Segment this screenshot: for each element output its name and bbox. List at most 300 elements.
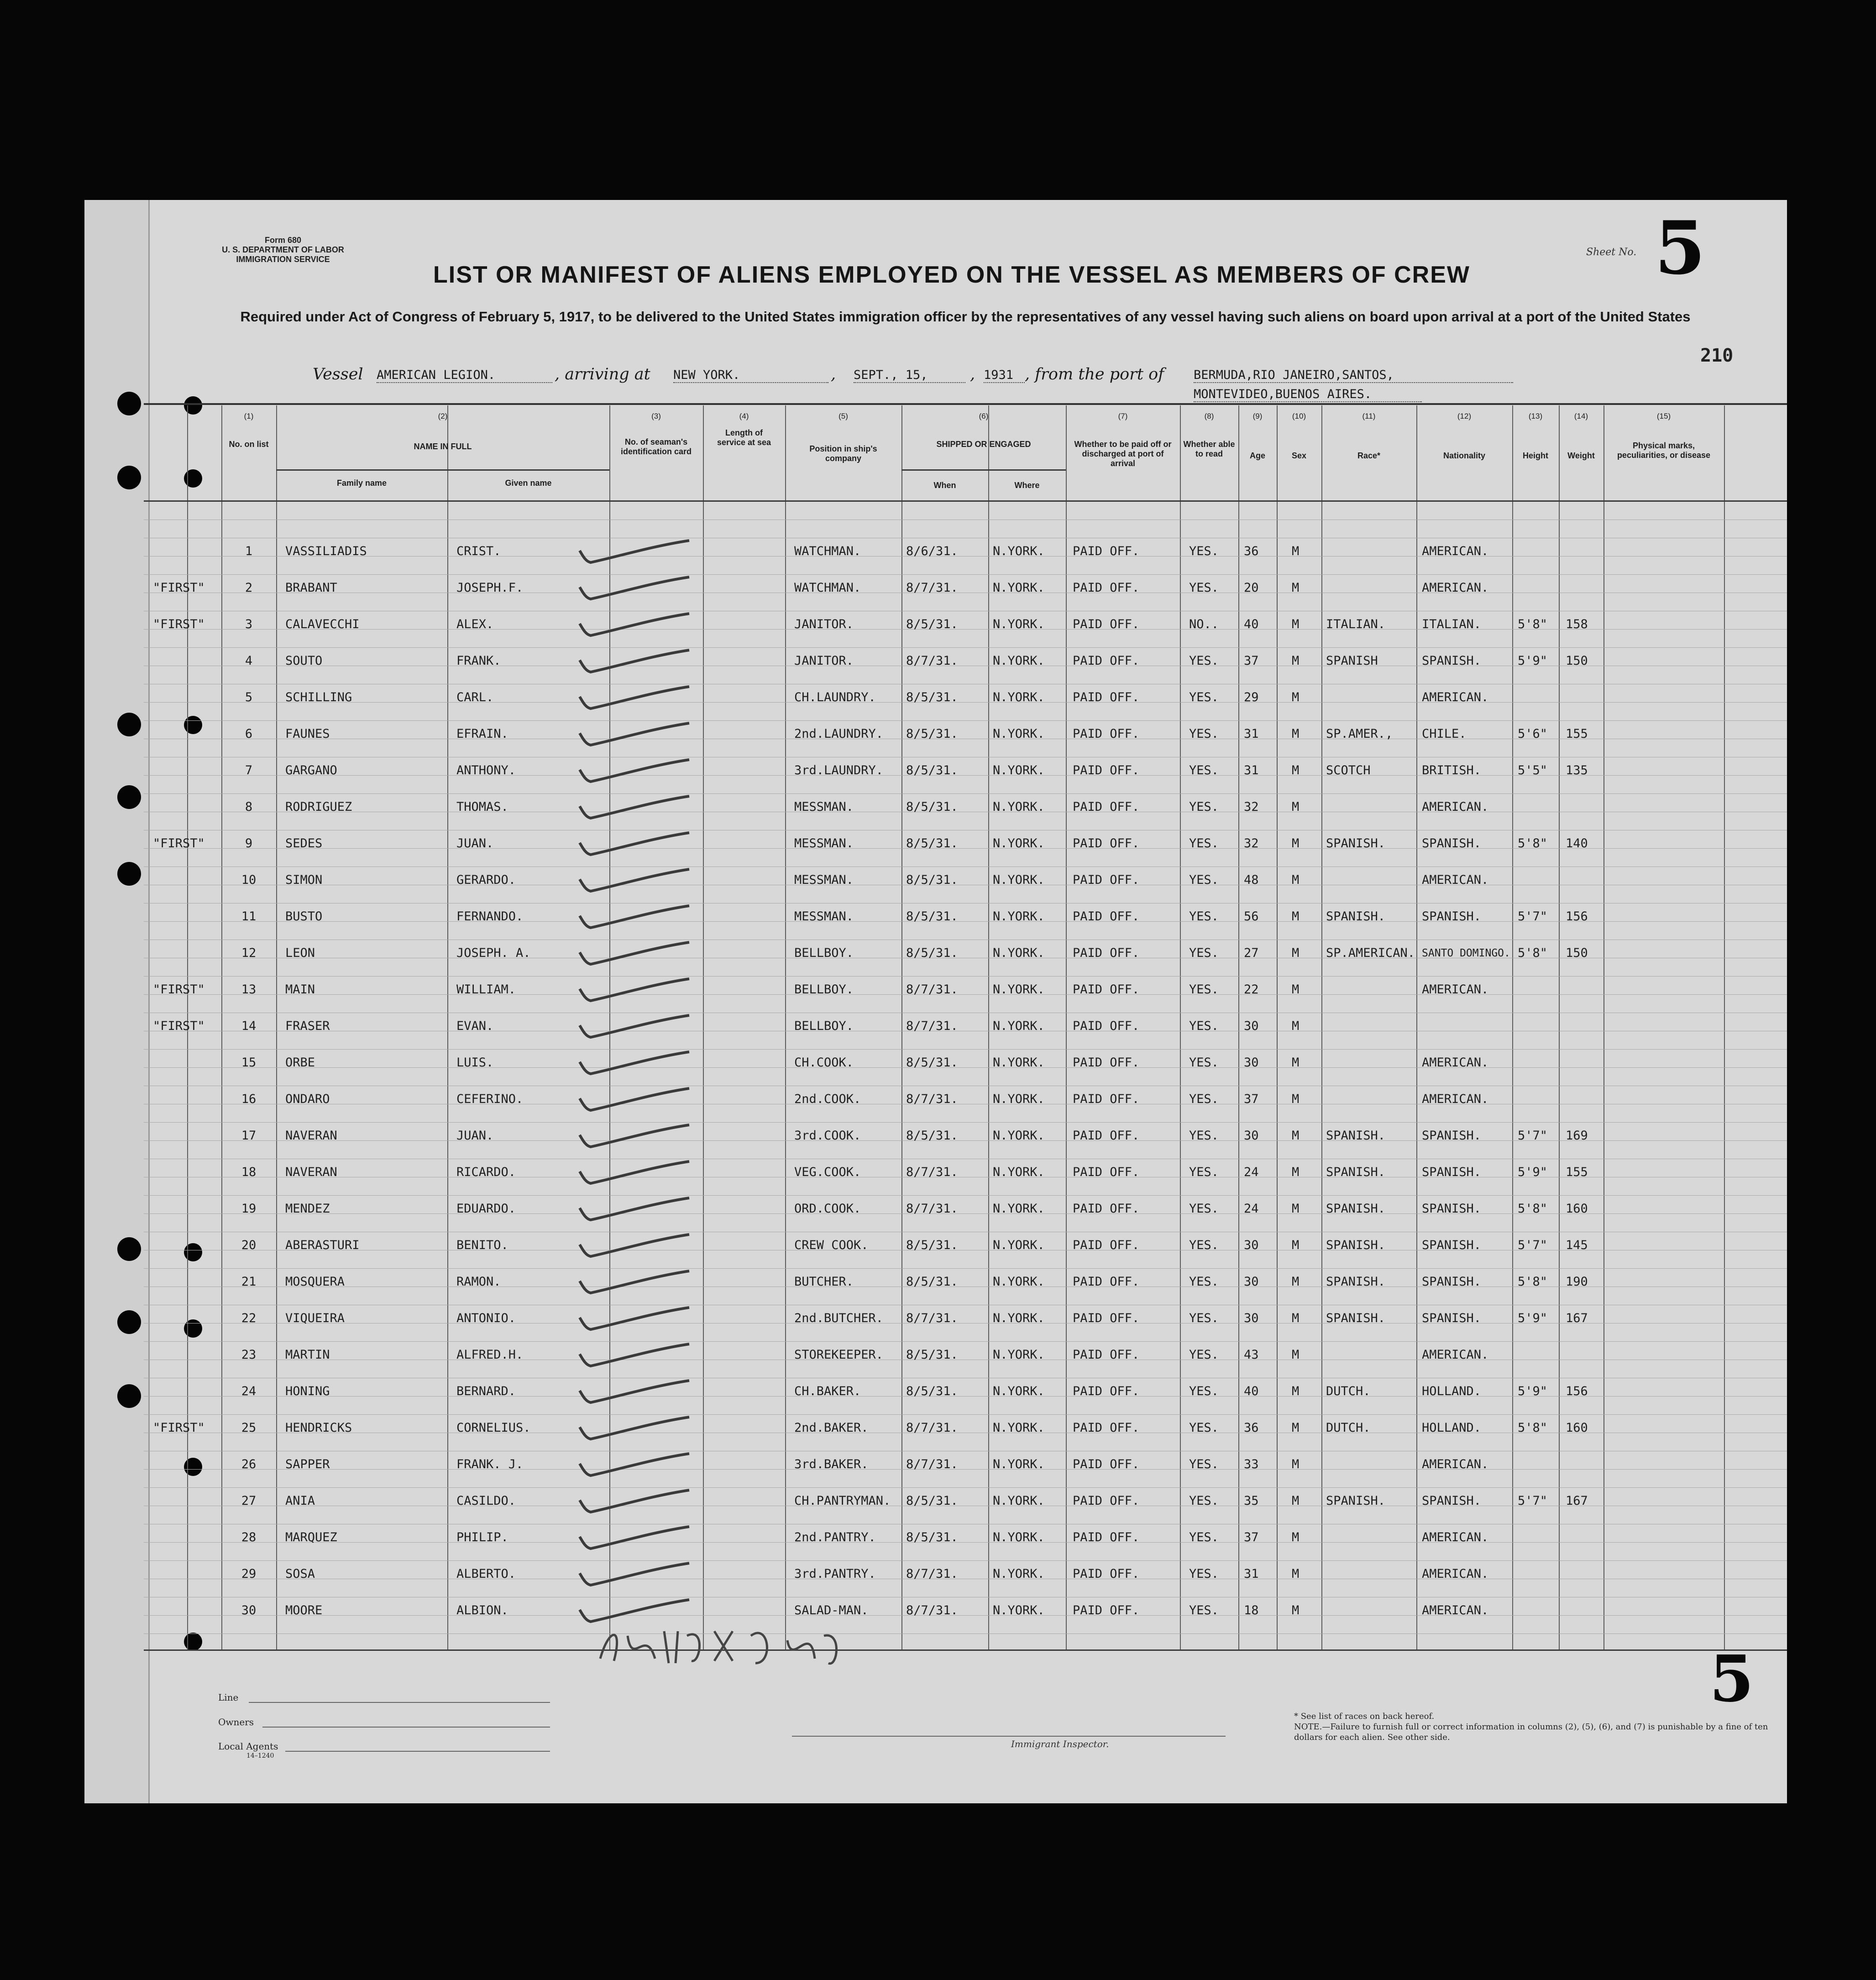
cell-position: CH.LAUNDRY. <box>794 690 876 704</box>
table-row <box>84 1191 1787 1227</box>
cell-age: 18 <box>1244 1603 1259 1618</box>
cell-weight: 150 <box>1566 946 1588 960</box>
check-mark-icon <box>575 1012 694 1041</box>
cell-paid-off: PAID OFF. <box>1073 1603 1140 1618</box>
cell-race: SPANISH. <box>1326 1238 1386 1252</box>
cell-sex: M <box>1292 1530 1300 1544</box>
cell-where: N.YORK. <box>993 727 1045 741</box>
cell-sex: M <box>1292 1238 1300 1252</box>
cell-nationality: HOLLAND. <box>1422 1421 1482 1435</box>
header-shipped-engaged: SHIPPED OR ENGAGED <box>936 440 1031 449</box>
header-when: When <box>933 481 956 490</box>
cell-family-name: ORBE <box>285 1056 315 1070</box>
cell-family-name: SAPPER <box>285 1457 330 1471</box>
cell-family-name: HONING <box>285 1384 330 1398</box>
cell-family-name: SIMON <box>285 873 323 887</box>
cell-when: 8/7/31. <box>906 1421 958 1435</box>
cell-when: 8/5/31. <box>906 1530 958 1544</box>
sheet-number-bottom: 5 <box>1709 1642 1754 1717</box>
check-mark-icon <box>575 1158 694 1187</box>
cell-family-name: ANIA <box>285 1494 315 1508</box>
cell-family-name: SOUTO <box>285 654 323 668</box>
cell-given-name: ALBERTO. <box>456 1567 516 1581</box>
cell-position: 2nd.BUTCHER. <box>794 1311 884 1325</box>
cell-family-name: SEDES <box>285 836 323 851</box>
cell-family-name: MAIN <box>285 982 315 997</box>
cell-family-name: ABERASTURI <box>285 1238 360 1252</box>
cell-no: 3 <box>245 617 253 631</box>
cell-paid-off: PAID OFF. <box>1073 982 1140 997</box>
table-row <box>84 716 1787 752</box>
table-row <box>84 752 1787 789</box>
cell-position: 3rd.PANTRY. <box>794 1567 876 1581</box>
cell-when: 8/5/31. <box>906 617 958 631</box>
cell-able-to-read: YES. <box>1189 1567 1219 1581</box>
arrival-port: NEW YORK. <box>673 368 828 383</box>
cell-prefix-note: "FIRST" <box>153 1019 205 1033</box>
cell-position: JANITOR. <box>794 654 854 668</box>
owners-signature-rule <box>262 1727 550 1728</box>
cell-family-name: BUSTO <box>285 909 323 924</box>
punch-hole <box>117 392 141 415</box>
cell-nationality: AMERICAN. <box>1422 873 1489 887</box>
cell-given-name: RAMON. <box>456 1275 501 1289</box>
cell-sex: M <box>1292 873 1300 887</box>
header-no-on-list: No. on list <box>229 440 269 449</box>
cell-no: 18 <box>241 1165 257 1179</box>
check-mark-icon <box>575 1231 694 1260</box>
cell-able-to-read: YES. <box>1189 1129 1219 1143</box>
cell-weight: 167 <box>1566 1311 1588 1325</box>
cell-nationality: AMERICAN. <box>1422 1567 1489 1581</box>
cell-race: DUTCH. <box>1326 1384 1371 1398</box>
cell-family-name: FAUNES <box>285 727 330 741</box>
cell-height: 5'7" <box>1518 909 1548 924</box>
cell-where: N.YORK. <box>993 1494 1045 1508</box>
cell-able-to-read: YES. <box>1189 836 1219 851</box>
cell-prefix-note: "FIRST" <box>153 982 205 997</box>
cell-race: SPANISH. <box>1326 909 1386 924</box>
cell-given-name: ALEX. <box>456 617 494 631</box>
header-rule <box>144 403 1787 405</box>
cell-given-name: ALFRED.H. <box>456 1348 524 1362</box>
cell-position: MESSMAN. <box>794 873 854 887</box>
cell-sex: M <box>1292 1567 1300 1581</box>
cell-prefix-note: "FIRST" <box>153 581 205 595</box>
cell-prefix-note: "FIRST" <box>153 1421 205 1435</box>
cell-given-name: CARL. <box>456 690 494 704</box>
cell-sex: M <box>1292 727 1300 741</box>
cell-where: N.YORK. <box>993 1530 1045 1544</box>
cell-position: 3rd.BAKER. <box>794 1457 869 1471</box>
cell-paid-off: PAID OFF. <box>1073 946 1140 960</box>
header-physical-marks: Physical marks, peculiarities, or disease <box>1617 441 1711 460</box>
cell-position: MESSMAN. <box>794 836 854 851</box>
header-seaman-id: No. of seaman's identification card <box>620 437 692 456</box>
cell-paid-off: PAID OFF. <box>1073 763 1140 777</box>
cell-family-name: VASSILIADIS <box>285 544 367 558</box>
cell-race: ITALIAN. <box>1326 617 1386 631</box>
cell-paid-off: PAID OFF. <box>1073 1311 1140 1325</box>
cell-age: 31 <box>1244 1567 1259 1581</box>
cell-sex: M <box>1292 1092 1300 1106</box>
sheet-number: 5 <box>1655 205 1706 291</box>
cell-able-to-read: YES. <box>1189 909 1219 924</box>
cell-nationality: AMERICAN. <box>1422 581 1489 595</box>
cell-sex: M <box>1292 800 1300 814</box>
check-mark-icon <box>575 573 694 603</box>
cell-able-to-read: YES. <box>1189 1348 1219 1362</box>
check-mark-icon <box>575 975 694 1004</box>
cell-given-name: FERNANDO. <box>456 909 524 924</box>
cell-given-name: PHILIP. <box>456 1530 508 1544</box>
cell-sex: M <box>1292 1019 1300 1033</box>
header-where: Where <box>1014 481 1040 490</box>
cell-no: 5 <box>245 690 253 704</box>
check-mark-icon <box>575 1194 694 1224</box>
cell-able-to-read: YES. <box>1189 1165 1219 1179</box>
check-mark-icon <box>575 1450 694 1479</box>
table-row <box>84 606 1787 643</box>
cell-height: 5'6" <box>1518 727 1548 741</box>
cell-family-name: VIQUEIRA <box>285 1311 345 1325</box>
cell-position: BELLBOY. <box>794 1019 854 1033</box>
cell-where: N.YORK. <box>993 1603 1045 1618</box>
cell-sex: M <box>1292 581 1300 595</box>
cell-nationality: AMERICAN. <box>1422 544 1489 558</box>
cell-where: N.YORK. <box>993 1348 1045 1362</box>
cell-race: SPANISH. <box>1326 836 1386 851</box>
cell-sex: M <box>1292 1494 1300 1508</box>
cell-race: SPANISH. <box>1326 1165 1386 1179</box>
cell-paid-off: PAID OFF. <box>1073 1457 1140 1471</box>
cell-given-name: CEFERINO. <box>456 1092 524 1106</box>
cell-race: SPANISH. <box>1326 1494 1386 1508</box>
cell-where: N.YORK. <box>993 544 1045 558</box>
cell-able-to-read: YES. <box>1189 1421 1219 1435</box>
cell-paid-off: PAID OFF. <box>1073 1275 1140 1289</box>
check-mark-icon <box>575 756 694 785</box>
cell-height: 5'7" <box>1518 1238 1548 1252</box>
cell-able-to-read: YES. <box>1189 1494 1219 1508</box>
cell-position: ORD.COOK. <box>794 1202 861 1216</box>
check-mark-icon <box>575 866 694 895</box>
cell-when: 8/5/31. <box>906 1056 958 1070</box>
cell-paid-off: PAID OFF. <box>1073 727 1140 741</box>
check-mark-icon <box>575 1340 694 1370</box>
cell-prefix-note: "FIRST" <box>153 836 205 851</box>
cell-where: N.YORK. <box>993 1311 1045 1325</box>
cell-race: DUTCH. <box>1326 1421 1371 1435</box>
cell-able-to-read: YES. <box>1189 763 1219 777</box>
cell-able-to-read: YES. <box>1189 982 1219 997</box>
cell-where: N.YORK. <box>993 1056 1045 1070</box>
check-mark-icon <box>575 1377 694 1406</box>
cell-no: 27 <box>241 1494 257 1508</box>
cell-paid-off: PAID OFF. <box>1073 1494 1140 1508</box>
cell-able-to-read: YES. <box>1189 1019 1219 1033</box>
cell-given-name: JOSEPH.F. <box>456 581 524 595</box>
cell-nationality: SPANISH. <box>1422 836 1482 851</box>
cell-no: 22 <box>241 1311 257 1325</box>
cell-weight: 145 <box>1566 1238 1588 1252</box>
header-sub-rule <box>276 469 609 471</box>
cell-given-name: JOSEPH. A. <box>456 946 531 960</box>
check-mark-icon <box>575 720 694 749</box>
cell-position: 3rd.LAUNDRY. <box>794 763 884 777</box>
cell-sex: M <box>1292 1421 1300 1435</box>
header-given-name: Given name <box>505 478 552 488</box>
cell-position: CH.BAKER. <box>794 1384 861 1398</box>
arrival-year: 1931 <box>984 368 1025 383</box>
cell-when: 8/5/31. <box>906 690 958 704</box>
table-row <box>84 825 1787 862</box>
cell-position: 2nd.COOK. <box>794 1092 861 1106</box>
cell-nationality: HOLLAND. <box>1422 1384 1482 1398</box>
cell-sex: M <box>1292 1603 1300 1618</box>
cell-age: 48 <box>1244 873 1259 887</box>
cell-given-name: JUAN. <box>456 1129 494 1143</box>
footer-owners-label: Owners <box>218 1717 254 1728</box>
table-row <box>84 935 1787 972</box>
cell-age: 29 <box>1244 690 1259 704</box>
cell-able-to-read: YES. <box>1189 1275 1219 1289</box>
cell-height: 5'8" <box>1518 1202 1548 1216</box>
cell-paid-off: PAID OFF. <box>1073 1567 1140 1581</box>
departure-ports-1: BERMUDA,RIO JANEIRO,SANTOS, <box>1194 368 1513 383</box>
cell-sex: M <box>1292 1129 1300 1143</box>
cell-where: N.YORK. <box>993 836 1045 851</box>
cell-age: 30 <box>1244 1129 1259 1143</box>
table-row <box>84 972 1787 1008</box>
cell-age: 24 <box>1244 1165 1259 1179</box>
cell-when: 8/5/31. <box>906 1494 958 1508</box>
cell-where: N.YORK. <box>993 1275 1045 1289</box>
cell-when: 8/5/31. <box>906 873 958 887</box>
header-paid-off: Whether to be paid off or discharged at port of arrival <box>1074 440 1172 468</box>
cell-no: 10 <box>241 873 257 887</box>
cell-position: 3rd.COOK. <box>794 1129 861 1143</box>
footer-agents-code: 14–1240 <box>246 1752 274 1759</box>
check-mark-icon <box>575 1048 694 1077</box>
cell-where: N.YORK. <box>993 946 1045 960</box>
cell-weight: 140 <box>1566 836 1588 851</box>
check-mark-icon <box>575 902 694 931</box>
cell-no: 19 <box>241 1202 257 1216</box>
cell-paid-off: PAID OFF. <box>1073 873 1140 887</box>
cell-paid-off: PAID OFF. <box>1073 1238 1140 1252</box>
cell-no: 1 <box>245 544 253 558</box>
table-row <box>84 1118 1787 1154</box>
cell-no: 7 <box>245 763 253 777</box>
cell-nationality: SPANISH. <box>1422 654 1482 668</box>
cell-paid-off: PAID OFF. <box>1073 1019 1140 1033</box>
departure-ports-2: MONTEVIDEO,BUENOS AIRES. <box>1194 387 1422 402</box>
cell-paid-off: PAID OFF. <box>1073 690 1140 704</box>
cell-nationality: BRITISH. <box>1422 763 1482 777</box>
cell-position: VEG.COOK. <box>794 1165 861 1179</box>
cell-age: 36 <box>1244 1421 1259 1435</box>
cell-given-name: ALBION. <box>456 1603 508 1618</box>
cell-nationality: AMERICAN. <box>1422 982 1489 997</box>
table-row <box>84 1556 1787 1592</box>
cell-no: 25 <box>241 1421 257 1435</box>
cell-age: 32 <box>1244 800 1259 814</box>
table-row <box>84 1410 1787 1446</box>
table-row <box>84 862 1787 898</box>
check-mark-icon <box>575 683 694 712</box>
cell-family-name: MARQUEZ <box>285 1530 337 1544</box>
cell-position: 2nd.BAKER. <box>794 1421 869 1435</box>
cell-no: 28 <box>241 1530 257 1544</box>
cell-position: 2nd.PANTRY. <box>794 1530 876 1544</box>
cell-where: N.YORK. <box>993 1238 1045 1252</box>
cell-no: 9 <box>245 836 253 851</box>
cell-when: 8/7/31. <box>906 1603 958 1618</box>
cell-height: 5'8" <box>1518 946 1548 960</box>
cell-weight: 155 <box>1566 727 1588 741</box>
table-row <box>84 570 1787 606</box>
table-row <box>84 1227 1787 1264</box>
cell-family-name: MOORE <box>285 1603 323 1618</box>
cell-position: SALAD-MAN. <box>794 1603 869 1618</box>
cell-sex: M <box>1292 1202 1300 1216</box>
header-family-name: Family name <box>336 478 387 488</box>
cell-age: 43 <box>1244 1348 1259 1362</box>
cell-where: N.YORK. <box>993 581 1045 595</box>
cell-no: 17 <box>241 1129 257 1143</box>
header-race: Race* <box>1357 451 1381 460</box>
vessel-label: Vessel <box>313 365 363 383</box>
cell-no: 14 <box>241 1019 257 1033</box>
cell-paid-off: PAID OFF. <box>1073 800 1140 814</box>
cell-given-name: RICARDO. <box>456 1165 516 1179</box>
cell-paid-off: PAID OFF. <box>1073 1129 1140 1143</box>
cell-position: CH.PANTRYMAN. <box>794 1494 891 1508</box>
cell-nationality: SANTO DOMINGO. <box>1422 947 1510 959</box>
cell-weight: 150 <box>1566 654 1588 668</box>
footer-line-label: Line <box>218 1692 239 1703</box>
check-mark-icon <box>575 829 694 858</box>
cell-nationality: SPANISH. <box>1422 1202 1482 1216</box>
cell-weight: 155 <box>1566 1165 1588 1179</box>
cell-weight: 160 <box>1566 1202 1588 1216</box>
punch-hole <box>117 466 141 489</box>
cell-able-to-read: YES. <box>1189 800 1219 814</box>
cell-given-name: EFRAIN. <box>456 727 508 741</box>
cell-when: 8/7/31. <box>906 1457 958 1471</box>
cell-family-name: GARGANO <box>285 763 337 777</box>
cell-no: 23 <box>241 1348 257 1362</box>
cell-where: N.YORK. <box>993 873 1045 887</box>
footnotes <box>1294 1711 1773 1743</box>
arrival-date: SEPT., 15, <box>854 368 965 383</box>
cell-sex: M <box>1292 1165 1300 1179</box>
cell-sex: M <box>1292 836 1300 851</box>
cell-no: 2 <box>245 581 253 595</box>
cell-sex: M <box>1292 763 1300 777</box>
cell-family-name: SCHILLING <box>285 690 352 704</box>
cell-age: 31 <box>1244 763 1259 777</box>
cell-race: SCOTCH <box>1326 763 1371 777</box>
from-port-label: , from the port of <box>1025 365 1164 383</box>
cell-no: 29 <box>241 1567 257 1581</box>
cell-paid-off: PAID OFF. <box>1073 1348 1140 1362</box>
cell-sex: M <box>1292 1056 1300 1070</box>
cell-able-to-read: YES. <box>1189 1238 1219 1252</box>
cell-where: N.YORK. <box>993 1129 1045 1143</box>
cell-family-name: CALAVECCHI <box>285 617 360 631</box>
cell-sex: M <box>1292 1457 1300 1471</box>
cell-when: 8/7/31. <box>906 1165 958 1179</box>
vessel-line: Vessel AMERICAN LEGION. , arriving at NEW YORK. , SEPT., 15, , 1931 , from the port of BERMUDA,RIO JANEIRO,SANTOS, MONTEVIDEO,BUENOS AIRES. <box>313 365 1728 415</box>
table-row <box>84 1081 1787 1118</box>
cell-given-name: ANTHONY. <box>456 763 516 777</box>
cell-paid-off: PAID OFF. <box>1073 1056 1140 1070</box>
cell-weight: 169 <box>1566 1129 1588 1143</box>
header-length-of-service: Length of service at sea <box>717 428 771 447</box>
cell-when: 8/5/31. <box>906 836 958 851</box>
page-reference: 210 <box>1700 345 1734 366</box>
cell-sex: M <box>1292 1311 1300 1325</box>
vessel-name: AMERICAN LEGION. <box>377 368 552 383</box>
cell-age: 37 <box>1244 1530 1259 1544</box>
cell-race: SP.AMERICAN. <box>1326 946 1415 960</box>
cell-given-name: JUAN. <box>456 836 494 851</box>
cell-nationality: SPANISH. <box>1422 1129 1482 1143</box>
page-subtitle: Required under Act of Congress of February 5, 1917, to be delivered to the United States immigration officer by the representatives of any vessel having such aliens on board upon arrival at a port of the United States <box>240 309 1691 325</box>
check-mark-icon <box>575 537 694 566</box>
cell-when: 8/7/31. <box>906 1019 958 1033</box>
cell-given-name: CRIST. <box>456 544 501 558</box>
cell-height: 5'9" <box>1518 1384 1548 1398</box>
cell-height: 5'7" <box>1518 1129 1548 1143</box>
cell-when: 8/5/31. <box>906 1348 958 1362</box>
header-able-to-read: Whether able to read <box>1183 440 1235 458</box>
table-row <box>84 789 1787 825</box>
cell-when: 8/5/31. <box>906 909 958 924</box>
cell-paid-off: PAID OFF. <box>1073 654 1140 668</box>
cell-weight: 135 <box>1566 763 1588 777</box>
cell-where: N.YORK. <box>993 654 1045 668</box>
penalty-note: NOTE.—Failure to furnish full or correct information in columns (2), (5), (6), and (7) is punishable by a fine of ten dollars for each alien. See other side. <box>1294 1722 1768 1742</box>
table-row <box>84 1008 1787 1045</box>
cell-height: 5'8" <box>1518 1421 1548 1435</box>
cell-given-name: BERNARD. <box>456 1384 516 1398</box>
cell-age: 37 <box>1244 1092 1259 1106</box>
header-weight: Weight <box>1567 451 1595 460</box>
cell-able-to-read: YES. <box>1189 873 1219 887</box>
cell-able-to-read: YES. <box>1189 1056 1219 1070</box>
header-bottom-rule <box>144 500 1787 502</box>
cell-height: 5'5" <box>1518 763 1548 777</box>
header-position: Position in ship's company <box>809 444 877 463</box>
table-row <box>84 1446 1787 1483</box>
cell-age: 31 <box>1244 727 1259 741</box>
cell-sex: M <box>1292 1384 1300 1398</box>
cell-paid-off: PAID OFF. <box>1073 617 1140 631</box>
cell-able-to-read: YES. <box>1189 690 1219 704</box>
inspector-signature-rule <box>792 1736 1226 1737</box>
cell-given-name: BENITO. <box>456 1238 508 1252</box>
cell-paid-off: PAID OFF. <box>1073 581 1140 595</box>
cell-family-name: ONDARO <box>285 1092 330 1106</box>
cell-height: 5'9" <box>1518 1311 1548 1325</box>
sheet-label: Sheet No. <box>1586 247 1637 258</box>
cell-race: SPANISH. <box>1326 1275 1386 1289</box>
cell-nationality: AMERICAN. <box>1422 1092 1489 1106</box>
header-sub-rule <box>901 469 1066 471</box>
